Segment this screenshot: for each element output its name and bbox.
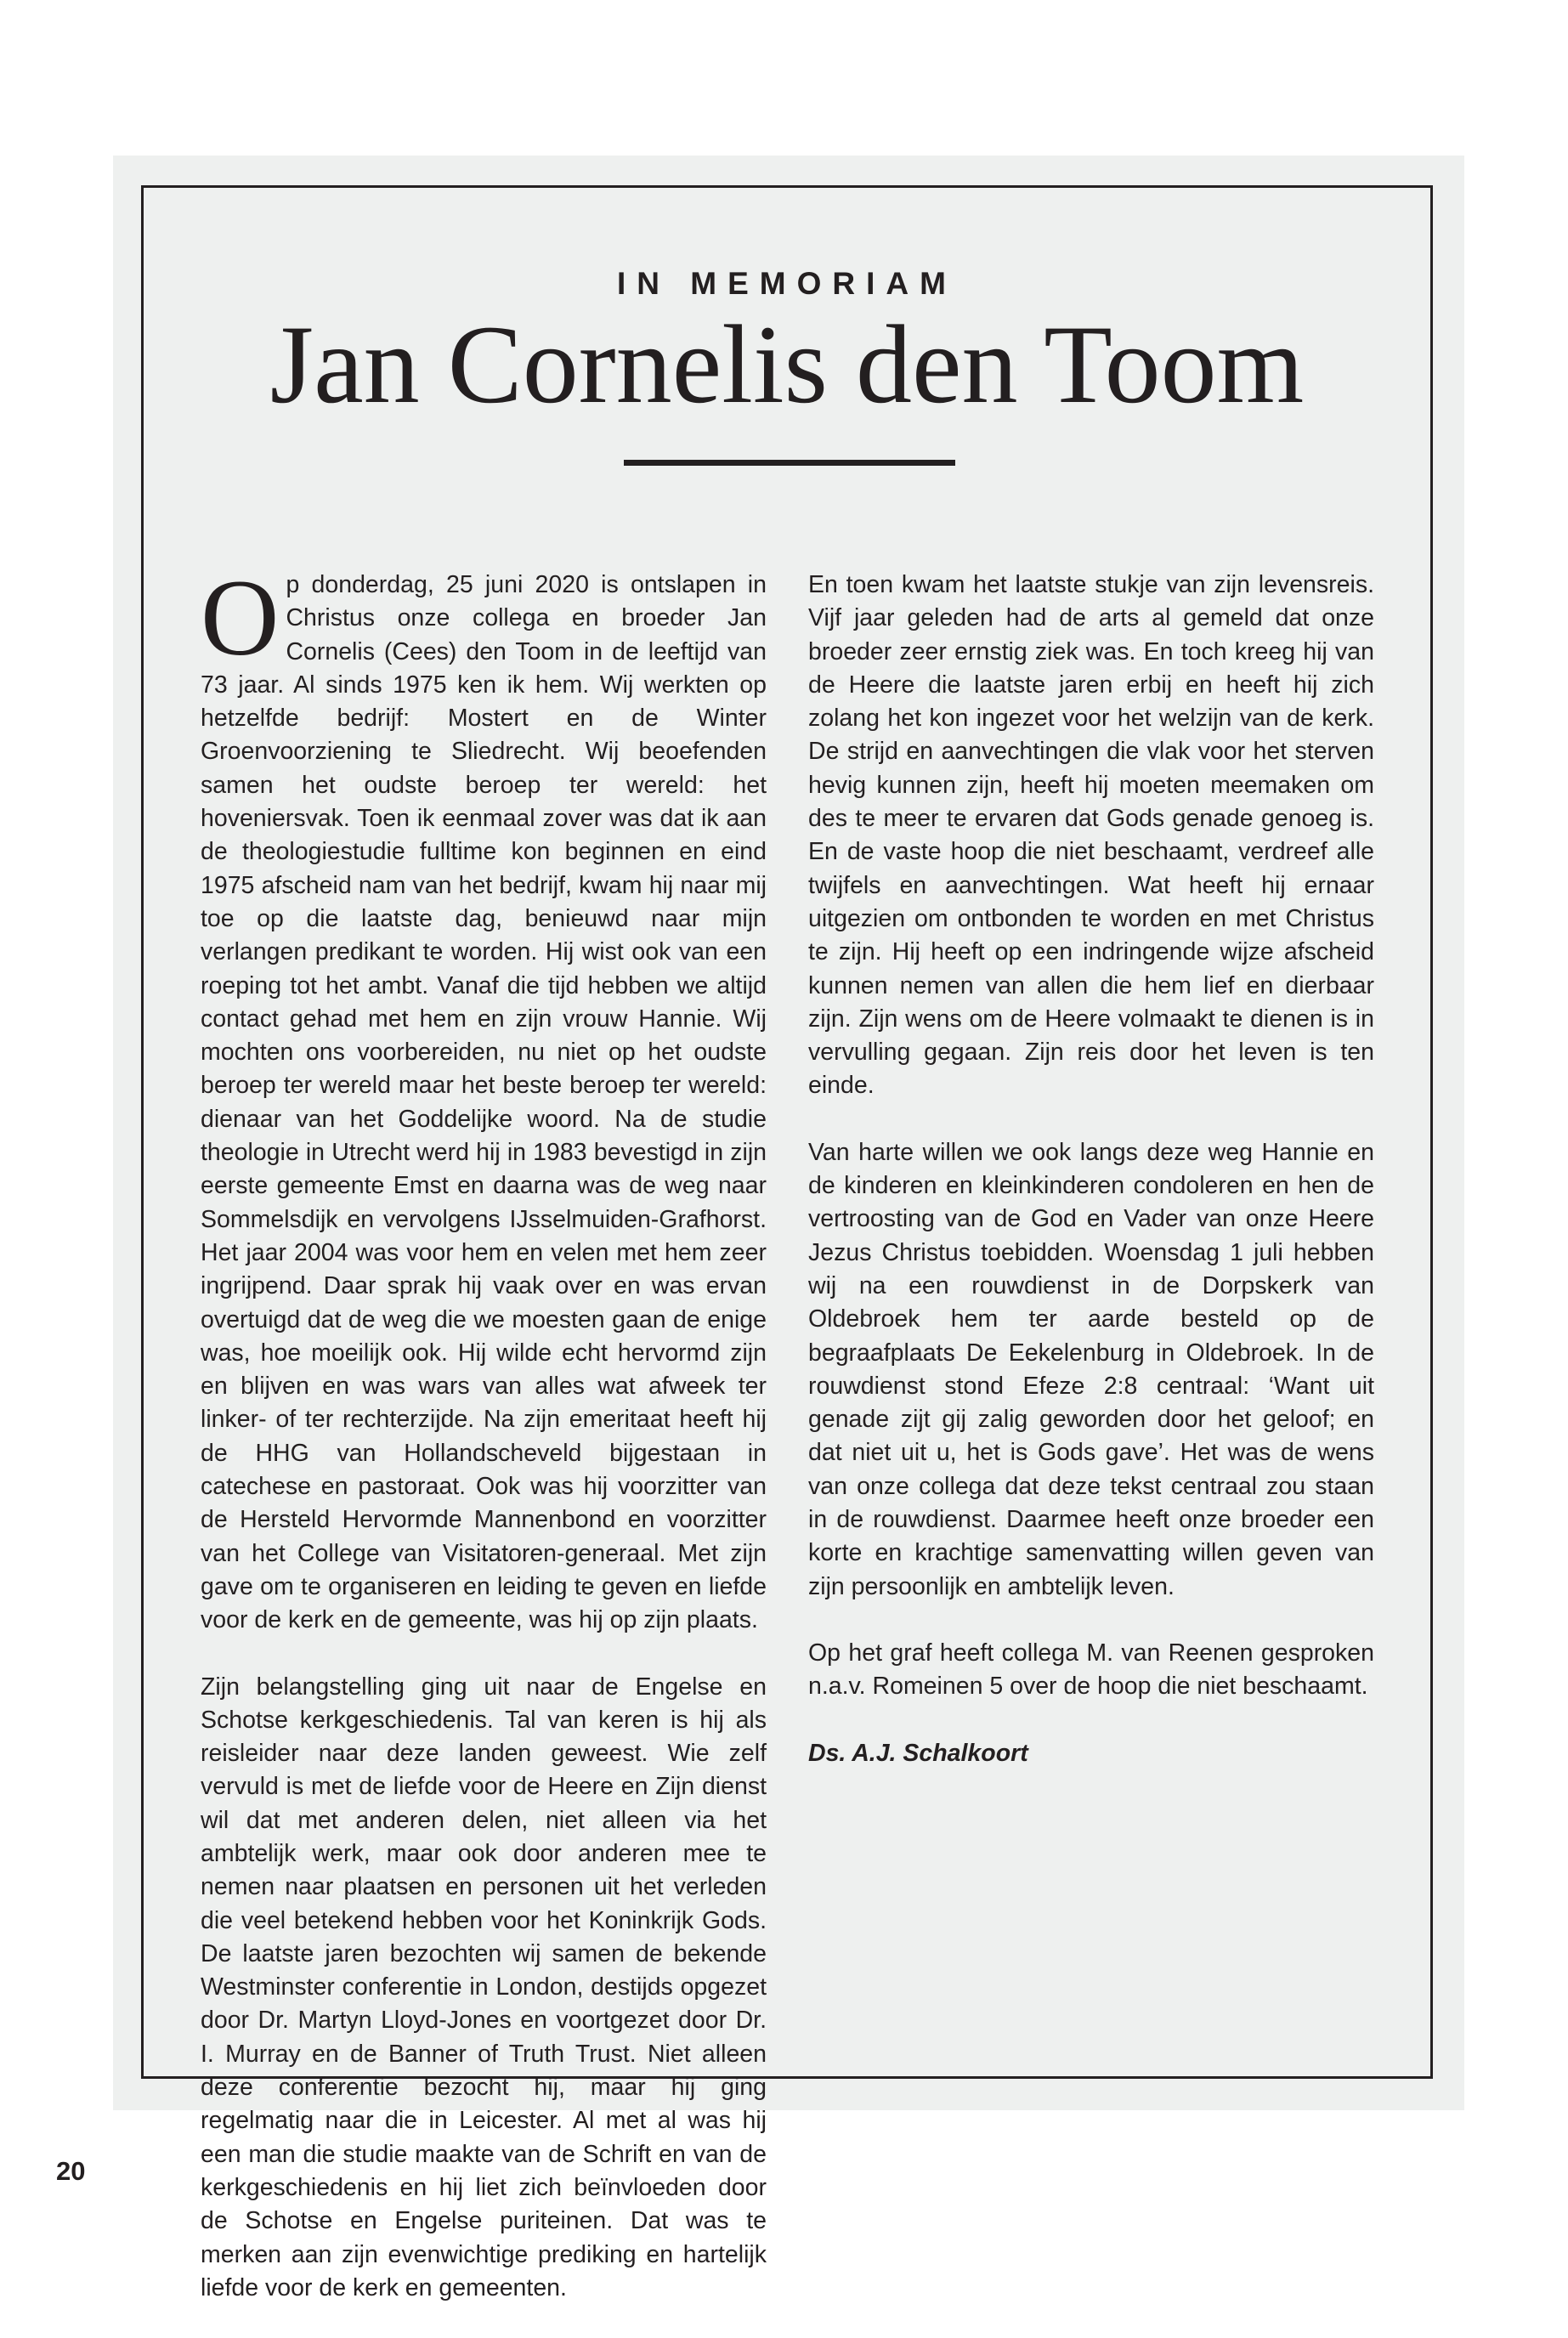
page-number: 20 <box>56 2156 86 2186</box>
article-column-right <box>808 569 1374 1803</box>
article-paragraph: Op het graf heeft collega M. van Reenen gesproken n.a.v. Romeinen 5 over de hoop die niet beschaamt. <box>808 1639 1374 1701</box>
article-paragraph: En toen kwam het laatste stukje van zijn levensreis. Vijf jaar geleden had de arts al gemeld dat onze broeder zeer ernstig ziek was. En toch kreeg hij van de Heere die laatste jaren erbij en heeft hij zich zolang het kon ingezet voor het welzijn van de kerk. De strijd en aanvechtingen die vlak voor het sterven hevig kunnen zijn, heeft hij moeten meemaken om des te meer te ervaren dat Gods genade genoeg is. En de vaste hoop die niet beschaamt, verdreef alle twijfels en aanvechtingen. Wat heeft hij ernaar uitgezien om ontbonden te worden en met Christus te zijn. Hij heeft op een indringende wijze afscheid kunnen nemen van allen die hem lief en dierbaar zijn. Zijn wens om de Heere volmaakt te dienen is in vervulling gegaan. Zijn reis door het leven is ten einde. <box>808 571 1374 1100</box>
article-paragraph: Zijn belangstelling ging uit naar de Engelse en Schotse kerkgeschiedenis. Tal van keren is hij als reisleider naar deze landen geweest. Wie zelf vervuld is met de liefde voor de Heere en Zijn dienst wil dat met anderen delen, niet alleen via het ambtelijk werk, maar ook door anderen mee te nemen naar plaatsen en personen uit het verleden die veel betekend hebben voor het Koninkrijk Gods. De laatste jaren bezochten wij samen de bekende Westminster conferentie in London, destijds opgezet door Dr. Martyn Lloyd-Jones en voortgezet door Dr. I. Murray en de Banner of Truth Trust. Niet alleen deze conferentie bezocht hij, maar hij ging regelmatig naar die in Leicester. Al met al was hij een man die studie maakte van de Schrift en van de kerkgeschiedenis en hij liet zich beïnvloeden door de Schotse en Engelse puriteinen. Dat was te merken aan zijn evenwichtige prediking en hartelijk liefde voor de kerk en gemeenten. <box>201 1673 767 2301</box>
memoriam-panel <box>113 156 1464 2301</box>
drop-cap: O <box>201 558 280 678</box>
author-signature: Ds. A.J. Schalkoort <box>808 1739 1028 1767</box>
article-paragraph <box>201 558 767 1638</box>
section-kicker: IN MEMORIAM <box>617 266 957 301</box>
memoriam-frame <box>141 185 1433 2301</box>
title-divider <box>624 460 955 466</box>
article-paragraph: Van harte willen we ook langs deze weg Hannie en de kinderen en kleinkinderen condoleren en hen de vertroosting van de God en Vader van onze Heere Jezus Christus toebidden. Woensdag 1 juli hebben wij na een rouwdienst in de Dorpskerk van Oldebroek hem ter aarde besteld op de begraafplaats De Eekelenburg in Oldebroek. In de rouwdienst stond Efeze 2:8 centraal: ‘Want uit genade zijt gij zalig geworden door het geloof; en dat niet uit u, het is Gods gave’. Het was de wens van onze collega dat deze tekst centraal zou staan in de rouwdienst. Daarmee heeft onze broeder een korte en krachtige samenvatting willen geven van zijn persoonlijk en ambtelijk leven. <box>808 1138 1374 1600</box>
paragraph-text: p donderdag, 25 juni 2020 is ontslapen in Christus onze collega en broeder Jan Cornelis (Cees) den Toom in de leeftijd van 73 jaar. Al sinds 1975 ken ik hem. Wij werkten op hetzelfde bedrijf: Mostert en de Winter Groenvoorziening te Sliedrecht. Wij beoefenden samen het oudste beroep ter wereld: het hoveniersvak. Toen ik eenmaal zover was dat ik aan de theologiestudie fulltime kon beginnen en eind 1975 afscheid nam van het bedrijf, kwam hij naar mij toe op die laatste dag, benieuwd naar mijn verlangen predikant te worden. Hij wist ook van een roeping tot het ambt. Vanaf die tijd hebben we altijd contact gehad met hem en zijn vrouw Hannie. Wij mochten ons voorbereiden, nu niet op het oudste beroep ter wereld maar het beste beroep ter wereld: dienaar van het Goddelijke woord. Na de studie theologie in Utrecht werd hij in 1983 bevestigd in zijn eerste gemeente Emst en daarna was de weg naar Sommelsdijk en vervolgens IJsselmuiden-Grafhorst. Het jaar 2004 was voor hem en velen met hem zeer ingrijpend. Daar sprak hij vaak over en was ervan overtuigd dat de weg die we moesten gaan de enige was, hoe moeilijk ook. Hij wilde echt hervormd zijn en blijven en was wars van alles wat afweek ter linker- of ter rechterzijde. Na zijn emeritaat heeft hij de HHG van Hollandscheveld bijgestaan in catechese en pastoraat. Ook was hij voorzitter van de Hersteld Hervormde Mannenbond en voorzitter van het College van Visitatoren-generaal. Met zijn gave om te organiseren en leiding te geven en liefde voor de kerk en de gemeente, was hij op zijn plaats. <box>201 571 767 1634</box>
article-title: Jan Cornelis den Toom <box>269 302 1305 427</box>
article-column-left <box>201 558 767 2338</box>
